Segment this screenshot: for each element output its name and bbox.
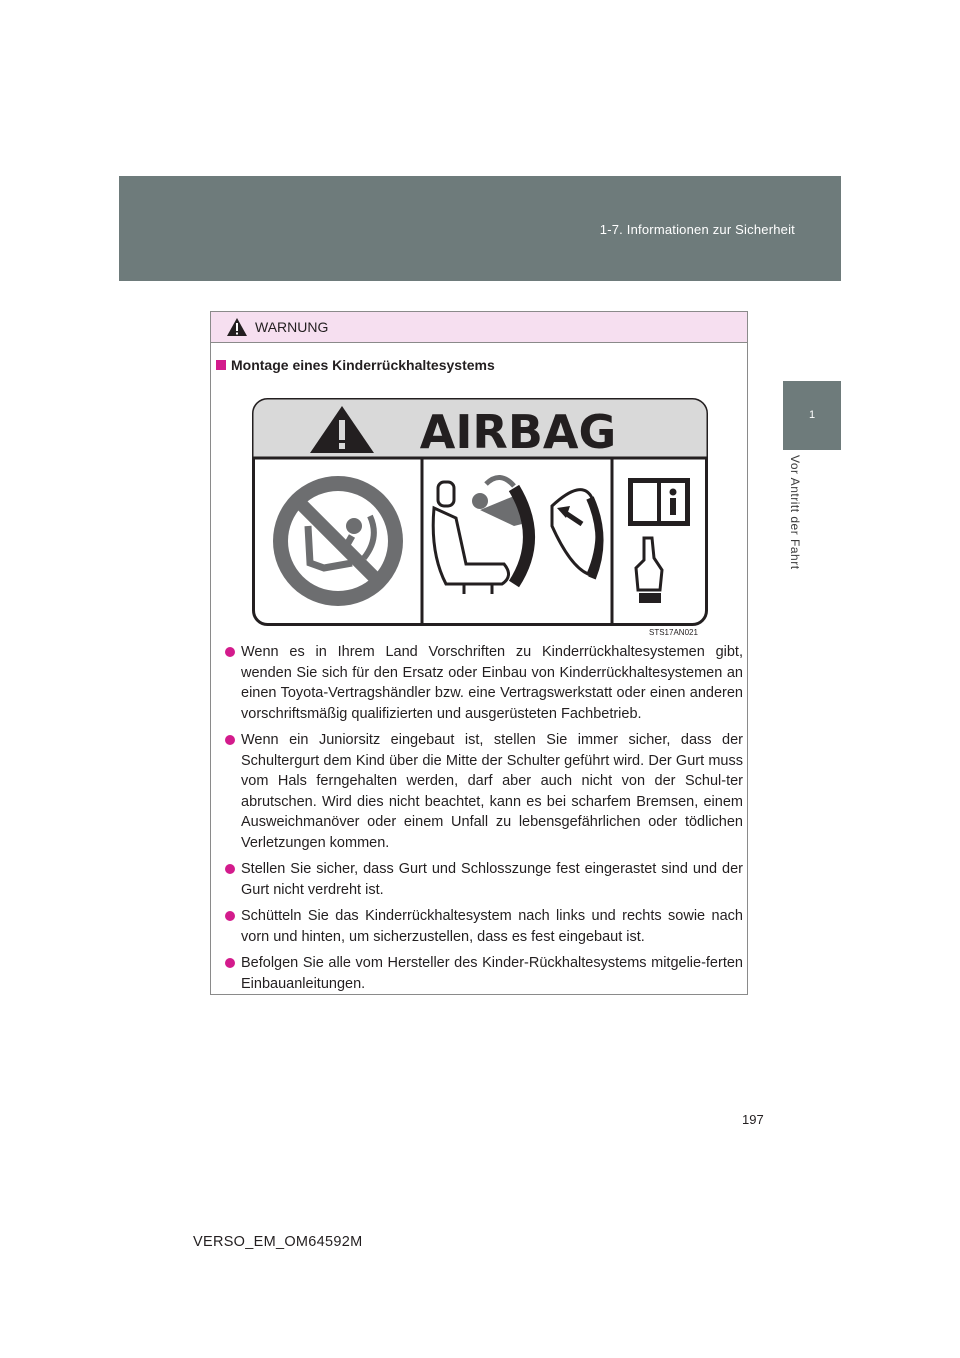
bullet-dot-icon: [225, 864, 235, 874]
bullet-dot-icon: [225, 958, 235, 968]
section-heading-text: Montage eines Kinderrückhaltesystems: [231, 357, 495, 373]
section-heading: [216, 357, 495, 373]
airbag-label-text: AIRBAG: [419, 405, 617, 459]
section-header-band: [119, 176, 841, 281]
list-item: Wenn ein Juniorsitz eingebaut ist, stellen Sie immer sicher, dass der Schultergurt dem Kind über die Mitte der Schulter geführt wird. Der Gurt muss vom Hals ferngehalten werden, darf aber auch nicht von der Schul-ter abrutschen. Wird dies nicht beachtet, kann es bei scharfem Bremsen, einem Ausweichmanöver oder einem Unfall zu lebensgefährlichen oder tödlichen Verletzungen kommen.: [225, 730, 743, 853]
document-code: VERSO_EM_OM64592M: [193, 1234, 363, 1250]
chapter-tab: [783, 381, 841, 450]
warning-header: [211, 312, 747, 343]
list-item: Wenn es in Ihrem Land Vorschriften zu Kinderrückhaltesystemen gibt, wenden Sie sich für den Ersatz oder Einbau von Kinderrückhaltesystemen an einen Toyota-Vertragshändler bzw. eine Vertragswerkstatt oder einen anderen vorschriftsmäßig qualifizierten und ausgerüsteten Fachbetrieb.: [225, 642, 743, 724]
list-item: Schütteln Sie das Kinderrückhaltesystem nach links und rechts sowie nach vorn und hinten, um sicherzustellen, dass es fest eingebaut ist.: [225, 906, 743, 947]
airbag-warning-label-illustration: [252, 398, 708, 626]
warning-box: [210, 311, 748, 995]
list-item: Stellen Sie sicher, dass Gurt und Schlosszunge fest eingerastet sind und der Gurt nicht verdreht ist.: [225, 859, 743, 900]
list-item: Befolgen Sie alle vom Hersteller des Kinder-Rückhaltesystems mitgelie-ferten Einbauanleitungen.: [225, 953, 743, 994]
warning-bullet-list: [225, 642, 743, 1000]
section-title: 1-7. Informationen zur Sicherheit: [599, 222, 795, 237]
no-child-seat-prohibition-icon: [273, 476, 403, 606]
bullet-dot-icon: [225, 647, 235, 657]
bullet-dot-icon: [225, 911, 235, 921]
square-bullet-icon: [216, 360, 226, 370]
figure-code: STS17AN021: [649, 628, 698, 637]
page-number: 197: [742, 1112, 764, 1127]
chapter-side-label: Vor Antritt der Fahrt: [788, 455, 802, 570]
warning-triangle-icon: [226, 317, 248, 337]
warning-title: WARNUNG: [255, 319, 329, 335]
bullet-dot-icon: [225, 735, 235, 745]
chapter-number: 1: [808, 409, 816, 421]
